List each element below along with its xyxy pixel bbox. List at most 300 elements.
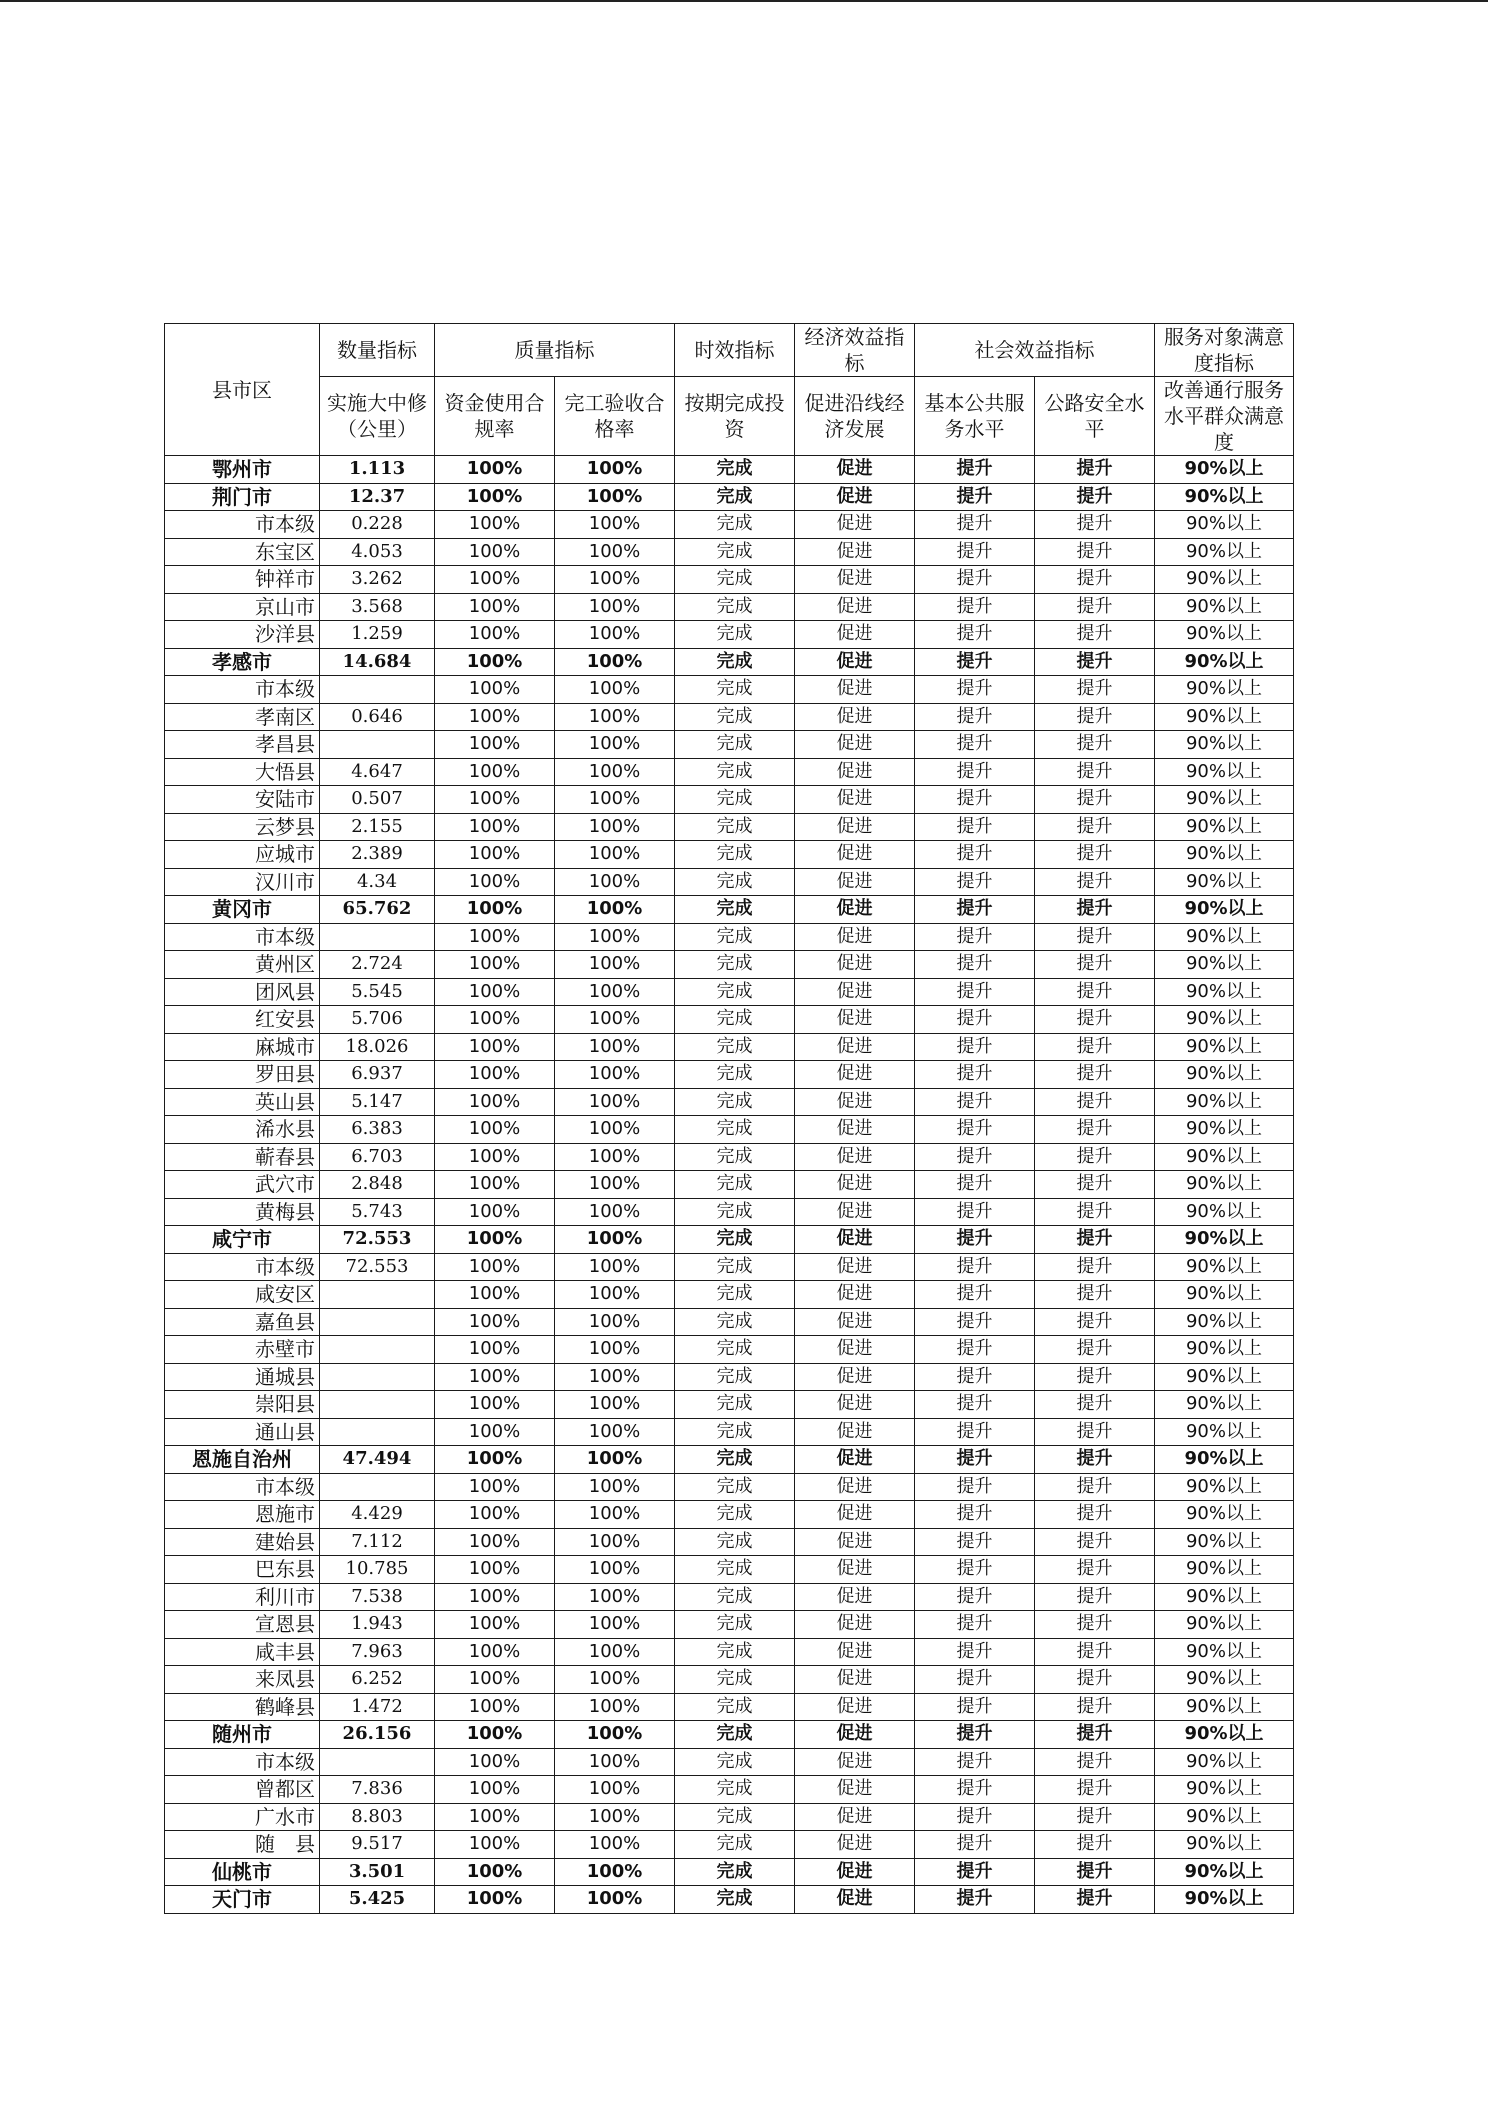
on-schedule-status: 完成 xyxy=(675,923,795,951)
road-safety-level: 提升 xyxy=(1035,1171,1155,1199)
km-value xyxy=(320,1281,435,1309)
economic-development: 促进 xyxy=(795,1748,915,1776)
county-name: 孝昌县 xyxy=(165,731,320,759)
road-safety-level: 提升 xyxy=(1035,1418,1155,1446)
fund-compliance-rate: 100% xyxy=(435,923,555,951)
satisfaction-level: 90%以上 xyxy=(1155,703,1294,731)
road-safety-level: 提升 xyxy=(1035,1253,1155,1281)
fund-compliance-rate: 100% xyxy=(435,1226,555,1254)
km-value: 26.156 xyxy=(320,1721,435,1749)
km-value: 4.053 xyxy=(320,538,435,566)
county-name: 通山县 xyxy=(165,1418,320,1446)
header-col-road-safety: 公路安全水平 xyxy=(1035,377,1155,456)
acceptance-rate: 100% xyxy=(555,538,675,566)
header-group-social: 社会效益指标 xyxy=(915,324,1155,377)
table-row xyxy=(165,1391,1294,1419)
road-safety-level: 提升 xyxy=(1035,896,1155,924)
economic-development: 促进 xyxy=(795,1556,915,1584)
satisfaction-level: 90%以上 xyxy=(1155,1033,1294,1061)
header-group-economic: 经济效益指标 xyxy=(795,324,915,377)
acceptance-rate: 100% xyxy=(555,786,675,814)
satisfaction-level: 90%以上 xyxy=(1155,648,1294,676)
acceptance-rate: 100% xyxy=(555,1198,675,1226)
fund-compliance-rate: 100% xyxy=(435,758,555,786)
acceptance-rate: 100% xyxy=(555,841,675,869)
economic-development: 促进 xyxy=(795,1198,915,1226)
table-row xyxy=(165,621,1294,649)
public-service-level: 提升 xyxy=(915,1336,1035,1364)
fund-compliance-rate: 100% xyxy=(435,456,555,484)
table-row xyxy=(165,923,1294,951)
fund-compliance-rate: 100% xyxy=(435,1748,555,1776)
fund-compliance-rate: 100% xyxy=(435,1336,555,1364)
public-service-level: 提升 xyxy=(915,1776,1035,1804)
satisfaction-level: 90%以上 xyxy=(1155,1831,1294,1859)
county-name: 咸宁市 xyxy=(165,1226,320,1254)
road-safety-level: 提升 xyxy=(1035,1886,1155,1914)
fund-compliance-rate: 100% xyxy=(435,1363,555,1391)
road-safety-level: 提升 xyxy=(1035,923,1155,951)
fund-compliance-rate: 100% xyxy=(435,1418,555,1446)
table-row xyxy=(165,951,1294,979)
fund-compliance-rate: 100% xyxy=(435,511,555,539)
economic-development: 促进 xyxy=(795,1281,915,1309)
km-value xyxy=(320,1308,435,1336)
road-safety-level: 提升 xyxy=(1035,483,1155,511)
public-service-level: 提升 xyxy=(915,483,1035,511)
satisfaction-level: 90%以上 xyxy=(1155,1721,1294,1749)
county-name: 曾都区 xyxy=(165,1776,320,1804)
county-name: 武穴市 xyxy=(165,1171,320,1199)
economic-development: 促进 xyxy=(795,1226,915,1254)
road-safety-level: 提升 xyxy=(1035,1611,1155,1639)
county-name: 应城市 xyxy=(165,841,320,869)
on-schedule-status: 完成 xyxy=(675,511,795,539)
road-safety-level: 提升 xyxy=(1035,511,1155,539)
km-value: 1.943 xyxy=(320,1611,435,1639)
acceptance-rate: 100% xyxy=(555,923,675,951)
satisfaction-level: 90%以上 xyxy=(1155,1171,1294,1199)
acceptance-rate: 100% xyxy=(555,593,675,621)
on-schedule-status: 完成 xyxy=(675,483,795,511)
table-row xyxy=(165,1088,1294,1116)
km-value: 2.848 xyxy=(320,1171,435,1199)
table-row xyxy=(165,896,1294,924)
public-service-level: 提升 xyxy=(915,1418,1035,1446)
fund-compliance-rate: 100% xyxy=(435,703,555,731)
acceptance-rate: 100% xyxy=(555,1253,675,1281)
county-name: 随州市 xyxy=(165,1721,320,1749)
km-value: 5.743 xyxy=(320,1198,435,1226)
on-schedule-status: 完成 xyxy=(675,978,795,1006)
public-service-level: 提升 xyxy=(915,1061,1035,1089)
satisfaction-level: 90%以上 xyxy=(1155,841,1294,869)
km-value: 18.026 xyxy=(320,1033,435,1061)
km-value: 4.647 xyxy=(320,758,435,786)
fund-compliance-rate: 100% xyxy=(435,1088,555,1116)
road-safety-level: 提升 xyxy=(1035,1831,1155,1859)
satisfaction-level: 90%以上 xyxy=(1155,1446,1294,1474)
on-schedule-status: 完成 xyxy=(675,1803,795,1831)
public-service-level: 提升 xyxy=(915,923,1035,951)
table-row xyxy=(165,1776,1294,1804)
economic-development: 促进 xyxy=(795,1143,915,1171)
public-service-level: 提升 xyxy=(915,1473,1035,1501)
economic-development: 促进 xyxy=(795,566,915,594)
county-name: 鄂州市 xyxy=(165,456,320,484)
on-schedule-status: 完成 xyxy=(675,1638,795,1666)
km-value xyxy=(320,676,435,704)
public-service-level: 提升 xyxy=(915,1501,1035,1529)
county-name: 黄梅县 xyxy=(165,1198,320,1226)
table-row xyxy=(165,1611,1294,1639)
satisfaction-level: 90%以上 xyxy=(1155,1143,1294,1171)
on-schedule-status: 完成 xyxy=(675,1391,795,1419)
county-name: 建始县 xyxy=(165,1528,320,1556)
public-service-level: 提升 xyxy=(915,868,1035,896)
satisfaction-level: 90%以上 xyxy=(1155,813,1294,841)
fund-compliance-rate: 100% xyxy=(435,483,555,511)
acceptance-rate: 100% xyxy=(555,1226,675,1254)
county-name: 蕲春县 xyxy=(165,1143,320,1171)
satisfaction-level: 90%以上 xyxy=(1155,1308,1294,1336)
km-value: 4.429 xyxy=(320,1501,435,1529)
acceptance-rate: 100% xyxy=(555,1171,675,1199)
public-service-level: 提升 xyxy=(915,1721,1035,1749)
road-safety-level: 提升 xyxy=(1035,1006,1155,1034)
public-service-level: 提升 xyxy=(915,1033,1035,1061)
public-service-level: 提升 xyxy=(915,511,1035,539)
road-safety-level: 提升 xyxy=(1035,1583,1155,1611)
economic-development: 促进 xyxy=(795,758,915,786)
county-name: 随 县 xyxy=(165,1831,320,1859)
on-schedule-status: 完成 xyxy=(675,1776,795,1804)
table-row xyxy=(165,1858,1294,1886)
acceptance-rate: 100% xyxy=(555,1446,675,1474)
header-col-economic-development: 促进沿线经济发展 xyxy=(795,377,915,456)
table-row xyxy=(165,1556,1294,1584)
county-name: 沙洋县 xyxy=(165,621,320,649)
fund-compliance-rate: 100% xyxy=(435,731,555,759)
acceptance-rate: 100% xyxy=(555,1088,675,1116)
acceptance-rate: 100% xyxy=(555,1611,675,1639)
satisfaction-level: 90%以上 xyxy=(1155,758,1294,786)
table-row xyxy=(165,1143,1294,1171)
satisfaction-level: 90%以上 xyxy=(1155,1198,1294,1226)
economic-development: 促进 xyxy=(795,786,915,814)
road-safety-level: 提升 xyxy=(1035,1693,1155,1721)
on-schedule-status: 完成 xyxy=(675,731,795,759)
economic-development: 促进 xyxy=(795,593,915,621)
on-schedule-status: 完成 xyxy=(675,1886,795,1914)
header-county: 县市区 xyxy=(165,324,320,456)
km-value: 2.155 xyxy=(320,813,435,841)
header-group-quantity: 数量指标 xyxy=(320,324,435,377)
table-row xyxy=(165,1226,1294,1254)
table-row xyxy=(165,1501,1294,1529)
table-row xyxy=(165,1886,1294,1914)
county-name: 嘉鱼县 xyxy=(165,1308,320,1336)
km-value: 7.538 xyxy=(320,1583,435,1611)
on-schedule-status: 完成 xyxy=(675,456,795,484)
acceptance-rate: 100% xyxy=(555,1116,675,1144)
km-value: 14.684 xyxy=(320,648,435,676)
acceptance-rate: 100% xyxy=(555,758,675,786)
table-row xyxy=(165,868,1294,896)
fund-compliance-rate: 100% xyxy=(435,786,555,814)
table-row xyxy=(165,1171,1294,1199)
satisfaction-level: 90%以上 xyxy=(1155,951,1294,979)
on-schedule-status: 完成 xyxy=(675,758,795,786)
table-row xyxy=(165,1803,1294,1831)
road-safety-level: 提升 xyxy=(1035,1501,1155,1529)
on-schedule-status: 完成 xyxy=(675,1143,795,1171)
km-value: 7.836 xyxy=(320,1776,435,1804)
public-service-level: 提升 xyxy=(915,1638,1035,1666)
county-name: 麻城市 xyxy=(165,1033,320,1061)
road-safety-level: 提升 xyxy=(1035,868,1155,896)
county-name: 大悟县 xyxy=(165,758,320,786)
road-safety-level: 提升 xyxy=(1035,1226,1155,1254)
road-safety-level: 提升 xyxy=(1035,1666,1155,1694)
economic-development: 促进 xyxy=(795,1583,915,1611)
county-name: 天门市 xyxy=(165,1886,320,1914)
road-safety-level: 提升 xyxy=(1035,676,1155,704)
county-name: 市本级 xyxy=(165,1473,320,1501)
table-row xyxy=(165,1446,1294,1474)
satisfaction-level: 90%以上 xyxy=(1155,1061,1294,1089)
county-name: 钟祥市 xyxy=(165,566,320,594)
economic-development: 促进 xyxy=(795,841,915,869)
km-value: 1.259 xyxy=(320,621,435,649)
public-service-level: 提升 xyxy=(915,1748,1035,1776)
road-safety-level: 提升 xyxy=(1035,456,1155,484)
acceptance-rate: 100% xyxy=(555,511,675,539)
on-schedule-status: 完成 xyxy=(675,1748,795,1776)
county-name: 黄冈市 xyxy=(165,896,320,924)
county-name: 广水市 xyxy=(165,1803,320,1831)
economic-development: 促进 xyxy=(795,1693,915,1721)
km-value xyxy=(320,1391,435,1419)
economic-development: 促进 xyxy=(795,896,915,924)
satisfaction-level: 90%以上 xyxy=(1155,483,1294,511)
km-value: 3.262 xyxy=(320,566,435,594)
km-value: 6.937 xyxy=(320,1061,435,1089)
public-service-level: 提升 xyxy=(915,1556,1035,1584)
km-value: 8.803 xyxy=(320,1803,435,1831)
on-schedule-status: 完成 xyxy=(675,1308,795,1336)
on-schedule-status: 完成 xyxy=(675,1473,795,1501)
satisfaction-level: 90%以上 xyxy=(1155,1226,1294,1254)
county-name: 孝南区 xyxy=(165,703,320,731)
km-value xyxy=(320,1336,435,1364)
road-safety-level: 提升 xyxy=(1035,1391,1155,1419)
satisfaction-level: 90%以上 xyxy=(1155,1776,1294,1804)
road-safety-level: 提升 xyxy=(1035,1776,1155,1804)
road-safety-level: 提升 xyxy=(1035,1858,1155,1886)
acceptance-rate: 100% xyxy=(555,1858,675,1886)
road-safety-level: 提升 xyxy=(1035,1061,1155,1089)
acceptance-rate: 100% xyxy=(555,456,675,484)
county-name: 来凤县 xyxy=(165,1666,320,1694)
acceptance-rate: 100% xyxy=(555,703,675,731)
table-row xyxy=(165,978,1294,1006)
on-schedule-status: 完成 xyxy=(675,868,795,896)
road-safety-level: 提升 xyxy=(1035,648,1155,676)
acceptance-rate: 100% xyxy=(555,676,675,704)
table-body xyxy=(165,456,1294,1914)
acceptance-rate: 100% xyxy=(555,1308,675,1336)
satisfaction-level: 90%以上 xyxy=(1155,1501,1294,1529)
header-col-satisfaction: 改善通行服务水平群众满意度 xyxy=(1155,377,1294,456)
table-row xyxy=(165,1253,1294,1281)
fund-compliance-rate: 100% xyxy=(435,1611,555,1639)
table-row xyxy=(165,1336,1294,1364)
road-safety-level: 提升 xyxy=(1035,703,1155,731)
on-schedule-status: 完成 xyxy=(675,1226,795,1254)
fund-compliance-rate: 100% xyxy=(435,978,555,1006)
county-name: 京山市 xyxy=(165,593,320,621)
table-row xyxy=(165,566,1294,594)
satisfaction-level: 90%以上 xyxy=(1155,731,1294,759)
economic-development: 促进 xyxy=(795,1253,915,1281)
page-top-border xyxy=(0,0,1488,2)
acceptance-rate: 100% xyxy=(555,483,675,511)
public-service-level: 提升 xyxy=(915,1583,1035,1611)
fund-compliance-rate: 100% xyxy=(435,1308,555,1336)
county-name: 鹤峰县 xyxy=(165,1693,320,1721)
road-safety-level: 提升 xyxy=(1035,1363,1155,1391)
fund-compliance-rate: 100% xyxy=(435,1638,555,1666)
on-schedule-status: 完成 xyxy=(675,1556,795,1584)
public-service-level: 提升 xyxy=(915,676,1035,704)
county-name: 团风县 xyxy=(165,978,320,1006)
county-name: 荆门市 xyxy=(165,483,320,511)
km-value: 7.112 xyxy=(320,1528,435,1556)
county-name: 赤壁市 xyxy=(165,1336,320,1364)
acceptance-rate: 100% xyxy=(555,1831,675,1859)
satisfaction-level: 90%以上 xyxy=(1155,1528,1294,1556)
acceptance-rate: 100% xyxy=(555,1418,675,1446)
public-service-level: 提升 xyxy=(915,1611,1035,1639)
road-safety-level: 提升 xyxy=(1035,1143,1155,1171)
public-service-level: 提升 xyxy=(915,538,1035,566)
fund-compliance-rate: 100% xyxy=(435,1391,555,1419)
km-value: 5.425 xyxy=(320,1886,435,1914)
public-service-level: 提升 xyxy=(915,1886,1035,1914)
fund-compliance-rate: 100% xyxy=(435,841,555,869)
public-service-level: 提升 xyxy=(915,1391,1035,1419)
economic-development: 促进 xyxy=(795,1006,915,1034)
economic-development: 促进 xyxy=(795,1721,915,1749)
public-service-level: 提升 xyxy=(915,813,1035,841)
on-schedule-status: 完成 xyxy=(675,1418,795,1446)
table-row xyxy=(165,841,1294,869)
acceptance-rate: 100% xyxy=(555,1363,675,1391)
km-value: 12.37 xyxy=(320,483,435,511)
public-service-level: 提升 xyxy=(915,978,1035,1006)
public-service-level: 提升 xyxy=(915,758,1035,786)
km-value xyxy=(320,1473,435,1501)
km-value: 2.389 xyxy=(320,841,435,869)
satisfaction-level: 90%以上 xyxy=(1155,1391,1294,1419)
economic-development: 促进 xyxy=(795,676,915,704)
road-safety-level: 提升 xyxy=(1035,1116,1155,1144)
public-service-level: 提升 xyxy=(915,1528,1035,1556)
on-schedule-status: 完成 xyxy=(675,1446,795,1474)
economic-development: 促进 xyxy=(795,621,915,649)
road-safety-level: 提升 xyxy=(1035,566,1155,594)
economic-development: 促进 xyxy=(795,1116,915,1144)
acceptance-rate: 100% xyxy=(555,1803,675,1831)
economic-development: 促进 xyxy=(795,1528,915,1556)
economic-development: 促进 xyxy=(795,1418,915,1446)
table-row xyxy=(165,1528,1294,1556)
road-safety-level: 提升 xyxy=(1035,786,1155,814)
road-safety-level: 提升 xyxy=(1035,1556,1155,1584)
economic-development: 促进 xyxy=(795,1803,915,1831)
road-safety-level: 提升 xyxy=(1035,593,1155,621)
fund-compliance-rate: 100% xyxy=(435,648,555,676)
table-row xyxy=(165,538,1294,566)
km-value: 6.703 xyxy=(320,1143,435,1171)
acceptance-rate: 100% xyxy=(555,1666,675,1694)
economic-development: 促进 xyxy=(795,1501,915,1529)
acceptance-rate: 100% xyxy=(555,621,675,649)
km-value: 6.252 xyxy=(320,1666,435,1694)
fund-compliance-rate: 100% xyxy=(435,676,555,704)
km-value: 72.553 xyxy=(320,1253,435,1281)
on-schedule-status: 完成 xyxy=(675,1858,795,1886)
on-schedule-status: 完成 xyxy=(675,786,795,814)
public-service-level: 提升 xyxy=(915,648,1035,676)
economic-development: 促进 xyxy=(795,868,915,896)
km-value xyxy=(320,731,435,759)
km-value: 5.706 xyxy=(320,1006,435,1034)
acceptance-rate: 100% xyxy=(555,896,675,924)
economic-development: 促进 xyxy=(795,511,915,539)
table-row xyxy=(165,703,1294,731)
table-row xyxy=(165,1006,1294,1034)
public-service-level: 提升 xyxy=(915,1198,1035,1226)
satisfaction-level: 90%以上 xyxy=(1155,786,1294,814)
acceptance-rate: 100% xyxy=(555,1281,675,1309)
table-row xyxy=(165,758,1294,786)
public-service-level: 提升 xyxy=(915,1693,1035,1721)
public-service-level: 提升 xyxy=(915,1858,1035,1886)
on-schedule-status: 完成 xyxy=(675,703,795,731)
fund-compliance-rate: 100% xyxy=(435,1803,555,1831)
satisfaction-level: 90%以上 xyxy=(1155,923,1294,951)
acceptance-rate: 100% xyxy=(555,1061,675,1089)
on-schedule-status: 完成 xyxy=(675,1253,795,1281)
fund-compliance-rate: 100% xyxy=(435,1116,555,1144)
fund-compliance-rate: 100% xyxy=(435,1858,555,1886)
on-schedule-status: 完成 xyxy=(675,1666,795,1694)
acceptance-rate: 100% xyxy=(555,1528,675,1556)
fund-compliance-rate: 100% xyxy=(435,593,555,621)
fund-compliance-rate: 100% xyxy=(435,1721,555,1749)
road-safety-level: 提升 xyxy=(1035,813,1155,841)
county-name: 浠水县 xyxy=(165,1116,320,1144)
fund-compliance-rate: 100% xyxy=(435,1666,555,1694)
on-schedule-status: 完成 xyxy=(675,1033,795,1061)
km-value: 4.34 xyxy=(320,868,435,896)
county-name: 市本级 xyxy=(165,676,320,704)
header-col-acceptance-rate: 完工验收合格率 xyxy=(555,377,675,456)
economic-development: 促进 xyxy=(795,951,915,979)
on-schedule-status: 完成 xyxy=(675,841,795,869)
